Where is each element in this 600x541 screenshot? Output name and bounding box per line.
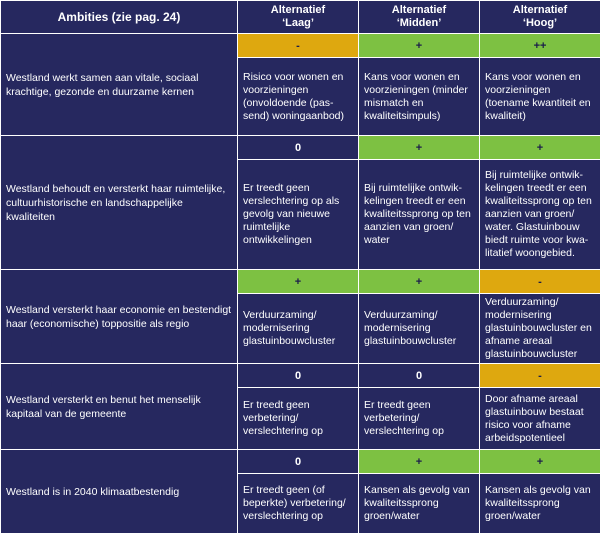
- score-cell: 0: [359, 364, 480, 388]
- score-cell: +: [359, 34, 480, 58]
- score-row: [1, 450, 600, 474]
- header-alt-label: Alternatief: [391, 4, 447, 16]
- description-cell: Door afname areaal glastuinbouw bestaat risico voor afname arbeidspotentieel: [480, 388, 600, 450]
- header-alt-name: ‘Hoog’: [522, 17, 558, 29]
- description-cell: Er treedt geen verbetering/ verslechtering op: [359, 388, 480, 450]
- score-cell: +: [359, 450, 480, 474]
- header-row: [1, 1, 600, 34]
- header-alt-name: ‘Laag’: [282, 17, 314, 29]
- score-cell: +: [480, 450, 600, 474]
- description-cell: Verduurzaming/ modernisering glastuinbouwcluster: [238, 294, 359, 364]
- description-cell: Verduurzaming/ modernisering glastuinbouwcluster en afname areaal glastuinbouwcluster: [480, 294, 600, 364]
- score-cell: +: [480, 136, 600, 160]
- description-cell: Bij ruimtelijke ontwik-kelingen treedt er een kwaliteitssprong op ten aanzien van groen/ water: [359, 160, 480, 270]
- description-cell: Kansen als gevolg van kwaliteitssprong groen/water: [480, 474, 600, 534]
- description-cell: Bij ruimtelijke ontwik-kelingen treedt er een kwaliteitssprong op ten aanzien van groen/ water. Glastuinbouw biedt ruimte voor kwa-litatief woongebied.: [480, 160, 600, 270]
- header-ambitions: Ambities (zie pag. 24): [1, 1, 238, 34]
- description-cell: Er treedt geen verslechtering op als gevolg van nieuwe ruimtelijke ontwikkelingen: [238, 160, 359, 270]
- ambition-text: Westland versterkt en benut het menselijk kapitaal van de gemeente: [1, 364, 238, 450]
- score-cell: ++: [480, 34, 600, 58]
- description-cell: Risico voor wonen en voorzieningen (onvoldoende (pas-send) woningaanbod): [238, 58, 359, 136]
- score-row: [1, 34, 600, 58]
- score-cell: -: [480, 364, 600, 388]
- score-cell: 0: [238, 136, 359, 160]
- score-row: [1, 270, 600, 294]
- description-cell: Kansen als gevolg van kwaliteitssprong groen/water: [359, 474, 480, 534]
- score-row: [1, 136, 600, 160]
- header-alternative-hoog: [480, 1, 600, 34]
- header-alternative-midden: [359, 1, 480, 34]
- score-cell: -: [480, 270, 600, 294]
- description-cell: Verduurzaming/ modernisering glastuinbouwcluster: [359, 294, 480, 364]
- score-cell: +: [238, 270, 359, 294]
- description-cell: Er treedt geen verbetering/ verslechtering op: [238, 388, 359, 450]
- header-alt-name: ‘Midden’: [396, 17, 442, 29]
- header-alt-label: Alternatief: [512, 4, 568, 16]
- score-cell: 0: [238, 450, 359, 474]
- ambition-text: Westland behoudt en versterkt haar ruimtelijke, cultuurhistorische en landschappelijke kwaliteiten: [1, 136, 238, 270]
- ambition-text: Westland werkt samen aan vitale, sociaal krachtige, gezonde en duurzame kernen: [1, 34, 238, 136]
- score-cell: +: [359, 136, 480, 160]
- description-cell: Kans voor wonen en voorzieningen (minder mismatch en kwaliteitsimpuls): [359, 58, 480, 136]
- ambition-text: Westland is in 2040 klimaatbestendig: [1, 450, 238, 534]
- ambition-text: Westland versterkt haar economie en bestendigt haar (economische) toppositie als regio: [1, 270, 238, 364]
- score-cell: -: [238, 34, 359, 58]
- header-alternative-laag: [238, 1, 359, 34]
- description-cell: Kans voor wonen en voorzieningen (toename kwantiteit en kwaliteit): [480, 58, 600, 136]
- header-alt-label: Alternatief: [270, 4, 326, 16]
- score-cell: +: [359, 270, 480, 294]
- score-cell: 0: [238, 364, 359, 388]
- description-cell: Er treedt geen (of beperkte) verbetering/ verslechtering op: [238, 474, 359, 534]
- score-row: [1, 364, 600, 388]
